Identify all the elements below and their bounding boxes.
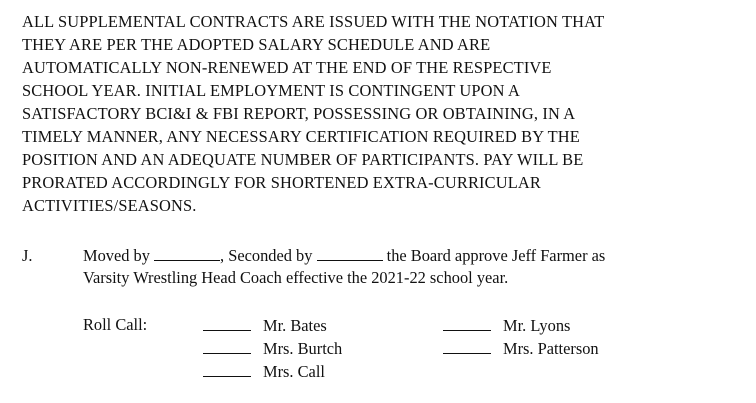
notice-line: ALL SUPPLEMENTAL CONTRACTS ARE ISSUED WITH THE NOTATION THAT xyxy=(22,12,605,31)
motion-line-1 xyxy=(83,245,605,267)
vote-blank xyxy=(203,314,251,331)
roll-call-label: Roll Call: xyxy=(83,315,148,334)
notice-line: THEY ARE PER THE ADOPTED SALARY SCHEDULE AND ARE xyxy=(22,35,491,54)
roll-call-entry xyxy=(203,360,325,383)
notice-line: ACTIVITIES/SEASONS. xyxy=(22,196,197,215)
board-member-name: Mrs. Burtch xyxy=(263,339,343,358)
roll-call-entry xyxy=(203,314,327,337)
notice-line: AUTOMATICALLY NON-RENEWED AT THE END OF THE RESPECTIVE xyxy=(22,58,552,77)
moved-by-label: Moved by xyxy=(83,246,150,265)
notice-line: POSITION AND AN ADEQUATE NUMBER OF PARTICIPANTS. PAY WILL BE xyxy=(22,150,584,169)
board-member-name: Mrs. Patterson xyxy=(503,339,599,358)
notice-line: PRORATED ACCORDINGLY FOR SHORTENED EXTRA-CURRICULAR xyxy=(22,173,541,192)
board-member-name: Mrs. Call xyxy=(263,362,325,381)
seconded-by-label: , Seconded by xyxy=(220,246,313,265)
motion-text xyxy=(83,245,605,289)
roll-call-entry xyxy=(443,314,570,337)
roll-call-entry xyxy=(443,337,599,360)
motion-line-2: Varsity Wrestling Head Coach effective the 2021-22 school year. xyxy=(83,268,509,287)
vote-blank xyxy=(203,360,251,377)
board-member-name: Mr. Bates xyxy=(263,316,327,335)
item-letter: J. xyxy=(22,246,33,265)
board-member-name: Mr. Lyons xyxy=(503,316,571,335)
notice-line: SCHOOL YEAR. INITIAL EMPLOYMENT IS CONTINGENT UPON A xyxy=(22,81,520,100)
moved-by-blank xyxy=(154,245,220,261)
notice-line: TIMELY MANNER, ANY NECESSARY CERTIFICATION REQUIRED BY THE xyxy=(22,127,580,146)
roll-call-entry xyxy=(203,337,342,360)
vote-blank xyxy=(203,337,251,354)
notice-line: SATISFACTORY BCI&I & FBI REPORT, POSSESSING OR OBTAINING, IN A xyxy=(22,104,576,123)
seconded-by-blank xyxy=(317,245,383,261)
vote-blank xyxy=(443,337,491,354)
vote-blank xyxy=(443,314,491,331)
supplemental-contracts-notice xyxy=(22,10,752,217)
approve-text: the Board approve Jeff Farmer as xyxy=(382,246,606,265)
